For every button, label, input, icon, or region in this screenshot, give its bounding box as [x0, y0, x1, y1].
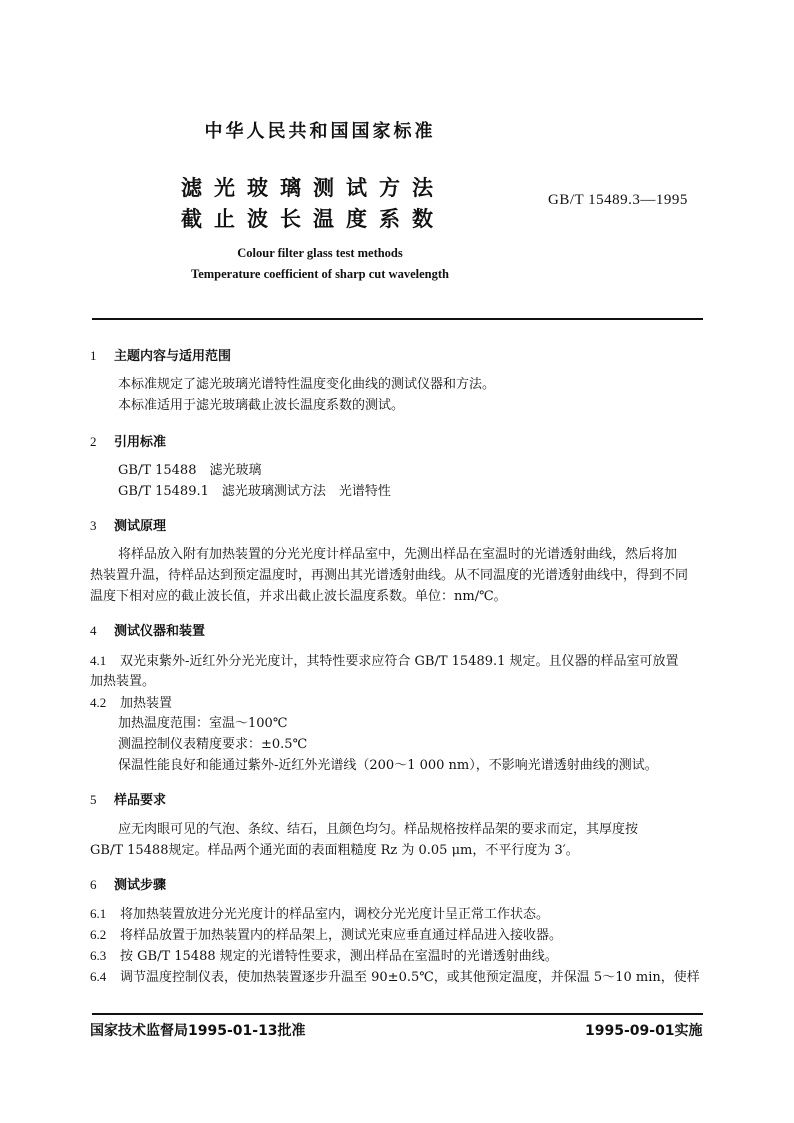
clause-text: 按 GB/T 15488 规定的光谱特性要求，测出样品在室温时的光谱透射曲线。	[120, 949, 558, 964]
clause-number: 4.2	[90, 695, 107, 710]
clause-continuation: 加热装置。	[90, 674, 156, 689]
reference-item: GB/T 15488 滤光玻璃	[118, 463, 262, 478]
footer-divider	[92, 1013, 703, 1015]
section-number: 6	[90, 877, 97, 892]
clause-number: 4.1	[90, 653, 107, 668]
clause-text: 将样品放置于加热装置内的样品架上，测试光束应垂直通过样品进入接收器。	[120, 928, 563, 943]
clause-text: 加热装置	[120, 696, 173, 711]
section-6-heading	[90, 874, 166, 893]
clause-detail: 测温控制仪表精度要求：±0.5℃	[118, 737, 308, 752]
paragraph: 本标准适用于滤光玻璃截止波长温度系数的测试。	[118, 398, 405, 413]
reference-item: GB/T 15489.1 滤光玻璃测试方法 光谱特性	[118, 484, 391, 499]
section-1-heading	[90, 345, 231, 364]
effective-date: 1995-09-01实施	[585, 1023, 703, 1039]
section-title: 测试原理	[114, 519, 167, 534]
section-title: 引用标准	[114, 435, 167, 450]
paragraph-line: 将样品放入附有加热装置的分光光度计样品室中，先测出样品在室温时的光谱透射曲线，然后将加	[118, 547, 678, 562]
title-cn-line2: 截止波长温度系数	[181, 207, 445, 231]
paragraph: 本标准规定了滤光玻璃光谱特性温度变化曲线的测试仪器和方法。	[118, 377, 496, 392]
section-number: 2	[90, 434, 97, 449]
clause-4-2	[90, 693, 172, 714]
section-number: 1	[90, 348, 97, 363]
standard-code: GB/T 15489.3—1995	[548, 192, 688, 208]
clause-text: 双光束紫外-近红外分光光度计，其特性要求应符合 GB/T 15489.1 规定。且仪器的样品室可放置	[120, 654, 679, 669]
section-title: 测试步骤	[114, 878, 167, 893]
section-title: 样品要求	[114, 793, 167, 808]
section-3-heading	[90, 515, 166, 534]
clause-detail: 保温性能良好和能通过紫外-近红外光谱线（200～1 000 nm），不影响光谱透射曲线的测试。	[118, 758, 658, 773]
paragraph-line: GB/T 15488规定。样品两个通光面的表面粗糙度 Rz 为 0.05 μm，不平行度为 3′。	[90, 843, 579, 858]
clause-number: 6.3	[90, 948, 107, 963]
clause-6-4	[90, 967, 700, 988]
clause-number: 6.2	[90, 927, 107, 942]
section-number: 4	[90, 623, 97, 638]
clause-4-1	[90, 651, 679, 672]
clause-detail: 加热温度范围：室温～100℃	[118, 716, 288, 731]
section-4-heading	[90, 620, 205, 639]
national-standard-heading: 中华人民共和国国家标准	[204, 121, 436, 142]
paragraph-line: 温度下相对应的截止波长值，并求出截止波长温度系数。单位：nm/℃。	[90, 589, 507, 604]
title-cn-line1: 滤光玻璃测试方法	[181, 176, 445, 200]
clause-number: 6.1	[90, 906, 107, 921]
title-en-line2: Temperature coefficient of sharp cut wavelength	[191, 267, 449, 281]
section-title: 测试仪器和装置	[114, 624, 206, 639]
section-number: 3	[90, 518, 97, 533]
clause-6-2	[90, 925, 562, 946]
section-2-heading	[90, 431, 166, 450]
clause-number: 6.4	[90, 969, 107, 984]
header-divider	[92, 318, 703, 320]
paragraph-line: 应无肉眼可见的气泡、条纹、结石，且颜色均匀。样品规格按样品架的要求而定，其厚度按	[118, 822, 639, 837]
title-en-line1: Colour filter glass test methods	[237, 246, 403, 260]
clause-text: 调节温度控制仪表，使加热装置逐步升温至 90±0.5℃，或其他预定温度，并保温 5～10 min，使样	[120, 970, 700, 985]
approval-date: 国家技术监督局1995-01-13批准	[90, 1023, 306, 1039]
section-5-heading	[90, 789, 166, 808]
section-title: 主题内容与适用范围	[114, 349, 232, 364]
clause-text: 将加热装置放进分光光度计的样品室内，调校分光光度计呈正常工作状态。	[120, 907, 550, 922]
section-number: 5	[90, 792, 97, 807]
clause-6-1	[90, 904, 549, 925]
clause-6-3	[90, 946, 558, 967]
paragraph-line: 热装置升温，待样品达到预定温度时，再测出其光谱透射曲线。从不同温度的光谱透射曲线中，得到不同	[90, 568, 689, 583]
